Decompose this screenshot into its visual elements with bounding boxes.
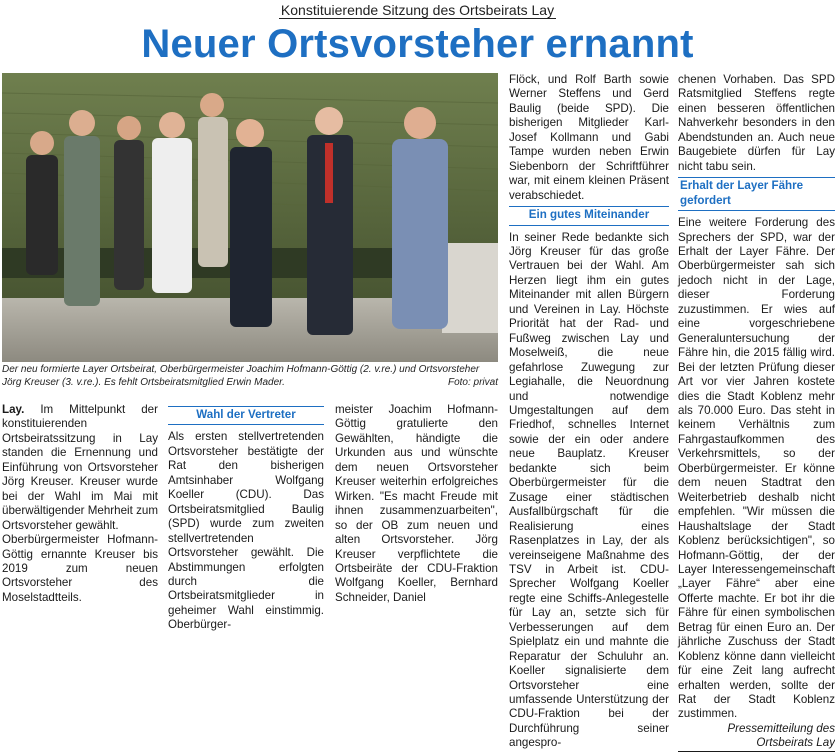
dateline: Lay. (2, 403, 25, 416)
column-4 (509, 73, 669, 751)
headline: Neuer Ortsvorsteher ernannt (141, 22, 694, 66)
paragraph: chenen Vorhaben. Das SPD Ratsmitglied Steffens regte einen besseren öffentlichen Nahverkehr besonders in den Abendstunden an. Auch neue Baugebiete dürfen für Lay nicht tabu sein. (678, 73, 835, 173)
signature-line: Ortsbeirats Lay (678, 736, 835, 751)
paragraph: Als ersten stellvertretenden Ortsvorsteher bestätigte der Rat den bisherigen Amtsinhaber Wolfgang Koeller (CDU). Das Ortsbeiratsmitglied Baulig (SPD) wurde zum zweiten stellvertretenden Ortsvorsteher gewählt. Die Abstimmungen erfolgten durch die Ortsbeiratsmitglieder in geheimer Wahl einstimmig. Oberbürger- (168, 430, 324, 632)
paragraph: meister Joachim Hofmann-Göttig gratulierte den Gewählten, händigte die Urkunden aus und wünschte dem neuen Ortsvorsteher Kreuser weiterhin erfolgreiches Wirken. "Es macht Freude mit ihnen zusammenzuarbeiten", so der OB zum neuen und alten Ortsvorsteher. Jörg Kreuser verpflichtete die Ortsbeiräte der CDU-Fraktion Wolfgang Koeller, Bernhard Schneider, Daniel (335, 403, 498, 604)
subheading: Wahl der Vertreter (168, 406, 324, 425)
paragraph (2, 403, 158, 533)
column-2 (168, 403, 324, 633)
subheading: Ein gutes Miteinander (509, 206, 669, 225)
column-5 (678, 73, 835, 752)
paragraph: Eine weitere Forderung des Sprechers der SPD, war der Erhalt der Layer Fähre. Der Oberbürgermeister sah sich jedoch nicht in der Lage, dieser Forderung zuzustimmen. Er wies auf eine vorgeschriebene Generaluntersuchung der Fähre hin, die 2015 fällig wird. Bei der letzten Prüfung dieser Art vor vier Jahren kostete dies die Stadt Koblenz mehr als 70.000 Euro. Das steht in keinem Verhältnis zum Fahrgastaufkommen des Verkehrsmittels, so der Oberbürgermeister. Er könne dem neuen Stadtrat den Weiterbetrieb deshalb nicht empfehlen. "Wir müssen die Haushaltslage der Stadt Koblenz berücksichtigen", so Hofmann-Göttig, der der Layer Interessengemeinschaft „Layer Fähre“ aber eine Offerte machte. Er bot ihr die Fähre für einen symbolischen Betrag für einen Euro an. Der jährliche Zuschuss der Stadt Koblenz könne dann vielleicht für eine Zeit lang aufrecht erhalten werden, sollte der Rat der Stadt Koblenz zustimmen. (678, 216, 835, 721)
column-3 (335, 403, 498, 605)
photo-credit: Foto: privat (447, 377, 498, 388)
signature-line: Pressemitteilung des (727, 721, 835, 735)
kicker-text: Konstituierende Sitzung des Ortsbeirats Lay (280, 2, 555, 18)
caption-text: Der neu formierte Layer Ortsbeirat, Oberbürgermeister Joachim Hofmann-Göttig (2. v.re.) und Ortsvorsteher Jörg Kreuser (3. v.re.). Es fehlt Ortsbeiratsmitglied Erwin Mader. (2, 364, 480, 388)
group-photo (2, 73, 498, 362)
subheading: Erhalt der Layer Fähre gefordert (678, 177, 835, 211)
paragraph-text: Im Mittelpunkt der konstituierenden Ortsbeiratssitzung in Lay standen die Ernennung und Einführung von Ortsvorsteher Jörg Kreuser. Kreuser wurde bei der Wahl im Mai mit überwältigender Mehrheit zum Ortsvorsteher gewählt. (2, 403, 158, 532)
group-photo-illustration (2, 73, 498, 362)
kicker (0, 2, 835, 18)
paragraph: Flöck, und Rolf Barth sowie Werner Steffens und Gerd Baulig (beide SPD). Die bisherigen Mitglieder Karl-Josef Kollmann und Gabi Tampe wurden neben Erwin Siebenborn der Schriftführer war, mit einem kleinen Präsent verabschiedet. (509, 73, 669, 202)
paragraph: In seiner Rede bedankte sich Jörg Kreuser für das große Vertrauen bei der Wahl. Am Herzen liegt ihm ein gutes Miteinander mit allen Bürgern und Vereinen in Lay. Höchste Priorität hat der Rad- und Fußweg zwischen Lay und Moselweiß, die neue gefahrlose Zuwegung zur Legiahalle, die Neuordnung und notwendige Umgestaltungen auf dem Friedhof, schnelles Internet sowie der ein oder andere neue Bauplatz. Kreuser bedankte sich beim Oberbürgermeister für die Zusage einer städtischen Ausfallbürgschaft für die Realisierung eines Rasenplatzes in Lay, der als vereinseigene Maßnahme des TSV in Arbeit ist. CDU-Sprecher Wolfgang Koeller regte eine Schiffs-Anlegestelle für Lay an, setzte sich für Verbesserungen auf dem Spielplatz ein und mahnte die Reparatur der Schuluhr an. Koeller signalisierte dem Ortsvorsteher eine umfassende Unterstützung der CDU-Fraktion bei der Durchführung seiner angespro- (509, 230, 669, 750)
column-1 (2, 403, 158, 605)
paragraph: Oberbürgermeister Hofmann-Göttig ernannte Kreuser bis 2019 zum neuen Ortsvorsteher des Moselstadtteils. (2, 533, 158, 604)
photo-caption (2, 363, 498, 389)
